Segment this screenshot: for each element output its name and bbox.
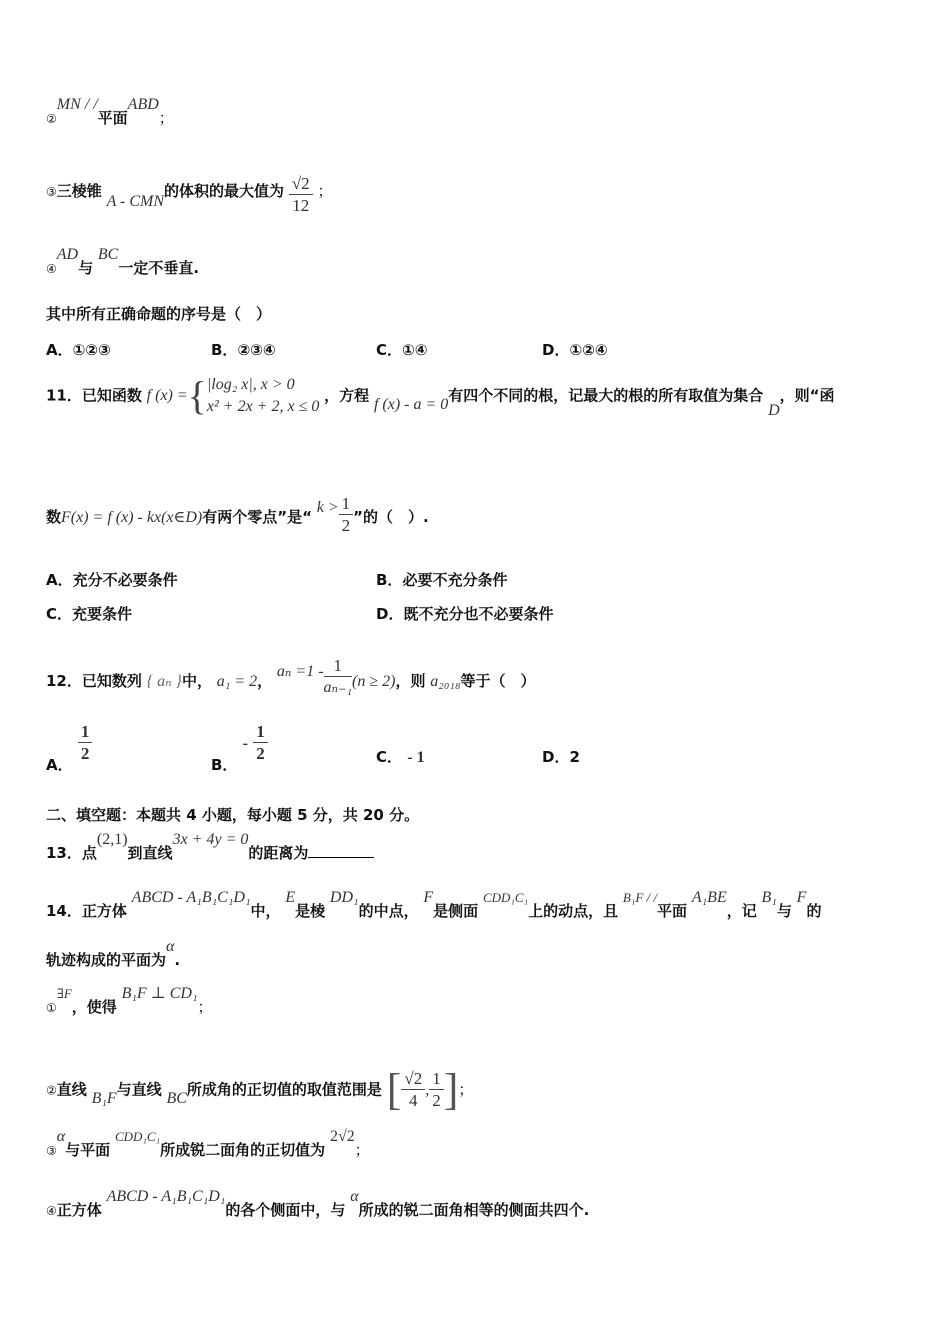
text: 正方体 — [81, 902, 127, 920]
math-expr: (n ≥ 2) — [352, 673, 396, 690]
text: 与平面 — [65, 1141, 111, 1159]
item-number: ③ — [46, 185, 57, 199]
fraction: $\frac{1}{2}$ — [78, 722, 93, 765]
text: 直线 — [56, 1080, 87, 1099]
question-number: 14． — [46, 902, 82, 920]
item-number: ④ — [46, 1204, 57, 1218]
text: 的中点， — [358, 902, 419, 920]
math-expr: AD — [56, 246, 79, 263]
math-expr: MN / / — [56, 96, 98, 113]
q14-item-4 — [46, 1188, 590, 1221]
text: 所成角的正切值的取值范围是 — [186, 1080, 382, 1099]
text: 是侧面 — [433, 902, 479, 920]
q11-line-2 — [46, 496, 429, 539]
item-number: ④ — [46, 262, 57, 276]
text: ，则 — [395, 672, 426, 690]
text: 的各个侧面中，与 — [225, 1201, 346, 1219]
q14-item-3 — [46, 1128, 370, 1161]
answer-blank[interactable] — [308, 843, 374, 858]
fraction: $\frac{1}{2}$ — [339, 494, 354, 537]
text: 与 — [78, 259, 94, 277]
text: 的 — [806, 902, 822, 920]
text: 等于（ ） — [460, 672, 536, 690]
text: ； — [158, 109, 174, 127]
right-bracket: ] — [443, 1065, 459, 1114]
q14-line-1 — [46, 889, 822, 922]
option-c: C． - 1 — [376, 748, 425, 766]
q14-item-1 — [46, 985, 213, 1018]
q10-item-2 — [46, 96, 174, 129]
math-expr: ABCD - A₁B₁C₁D₁ — [106, 1188, 226, 1205]
text: 的距离为 — [248, 844, 309, 862]
item-number: ① — [46, 1001, 57, 1015]
math-expr: ABD — [127, 96, 159, 113]
text: 已知函数 — [81, 386, 142, 405]
text: 已知数列 — [81, 672, 142, 690]
question-number: 11． — [46, 386, 82, 405]
question-number: 13． — [46, 844, 82, 862]
math-expr: B₁F / / — [622, 890, 658, 905]
text: ，记 — [726, 902, 757, 920]
q10-stem: 其中所有正确命题的序号是（ ） — [46, 305, 272, 323]
option-b: B．必要不充分条件 — [376, 571, 508, 589]
math-expr: BC — [166, 1089, 187, 1107]
text: 正方体 — [56, 1201, 102, 1219]
fraction: $\frac{√2}{12}$ — [289, 174, 313, 217]
math-expr: 3x + 4y = 0 — [172, 831, 249, 848]
math-expr: E — [285, 889, 296, 906]
text: ； — [197, 998, 213, 1016]
text: 一定不垂直. — [118, 259, 200, 277]
section-heading: 二、填空题：本题共 4 小题，每小题 5 分，共 20 分。 — [46, 806, 420, 824]
q14-item-2: ②直线 B₁F与直线 BC所成角的正切值的取值范围是 [ $\frac{√2}{4}$ , $\frac{1}{2}$ ]； — [46, 1065, 474, 1114]
option-d: D．既不充分也不必要条件 — [376, 605, 554, 623]
item-number: ② — [46, 1083, 57, 1098]
math-expr: aₙ =1 - — [276, 663, 324, 680]
text: 有四个不同的根，记最大的根的所有取值为集合 — [448, 386, 764, 405]
math-expr: a₂₀₁₈ — [430, 673, 461, 690]
option-d: D．2 — [542, 748, 580, 766]
q13-stem — [46, 831, 374, 864]
question-number: 12． — [46, 672, 82, 690]
q10-item-4 — [46, 246, 200, 279]
left-bracket: [ — [386, 1065, 402, 1114]
math-expr: A₁BE — [691, 889, 727, 906]
text: 中， — [181, 672, 212, 690]
fraction: $\frac{1}{\text{aₙ₋₁}}$ — [323, 656, 353, 696]
math-expr: α — [56, 1128, 66, 1145]
text: 到直线 — [127, 844, 173, 862]
text: ； — [317, 182, 333, 200]
math-expr: A - CMN — [106, 193, 165, 210]
text: 是棱 — [295, 902, 326, 920]
text: 的体积的最大值为 — [164, 182, 285, 200]
option-b: B．②③④ — [211, 341, 276, 359]
math-expr: { aₙ } — [146, 673, 182, 690]
text: ； — [458, 1080, 474, 1099]
text: 所成的锐二面角相等的侧面共四个. — [358, 1201, 590, 1219]
text: ，则“函 — [779, 386, 835, 405]
text: 中， — [250, 902, 281, 920]
math-expr: (2,1) — [96, 831, 128, 848]
text: 平面 — [97, 109, 128, 127]
text: 平面 — [657, 902, 688, 920]
q10-item-3 — [46, 170, 332, 213]
text: 所成锐二面角的正切值为 — [160, 1141, 326, 1159]
math-expr: F — [423, 889, 434, 906]
fraction: $\frac{1}{2}$ — [253, 722, 268, 765]
option-c: C．充要条件 — [46, 605, 133, 623]
math-expr: CDD₁C₁ — [114, 1129, 161, 1144]
brace: { — [187, 373, 207, 418]
q14-line-2 — [46, 938, 181, 971]
math-expr: BC — [97, 246, 119, 263]
option-d: D．①②④ — [542, 341, 608, 359]
text: . — [174, 951, 181, 969]
fraction: $\frac{√2}{4}$ — [401, 1069, 425, 1112]
text: ； — [354, 1141, 370, 1159]
item-number: ② — [46, 112, 57, 126]
text: ，方程 — [324, 386, 370, 405]
text: 与 — [776, 902, 792, 920]
math-expr: α — [166, 938, 175, 955]
math-expr: f (x) = — [146, 387, 188, 404]
math-expr: D — [768, 401, 780, 419]
math-expr: a₁ = 2 — [216, 673, 258, 690]
math-expr: ∃F — [56, 986, 72, 1001]
math-expr: f (x) - a = 0 — [373, 395, 449, 413]
math-expr: B₁F — [91, 1089, 117, 1107]
q12-stem — [46, 656, 536, 703]
math-expr: DD₁ — [329, 889, 359, 906]
math-expr: k > — [316, 499, 339, 516]
text: ，使得 — [71, 998, 117, 1016]
math-expr: F — [796, 889, 807, 906]
text: 上的动点，且 — [528, 902, 619, 920]
text: ， — [257, 672, 273, 690]
math-expr: B₁F ⊥ CD₁ — [121, 985, 198, 1002]
option-a: A． $\frac{1}{2}$ — [46, 722, 92, 765]
option-a: A．①②③ — [46, 341, 111, 359]
math-expr: F(x) = f (x) - kx(x∈D) — [61, 509, 203, 526]
option-c: C．①④ — [376, 341, 428, 359]
text: 三棱锥 — [56, 182, 102, 200]
option-a: A．充分不必要条件 — [46, 571, 178, 589]
text: 轨迹构成的平面为 — [46, 951, 167, 969]
piecewise-cases: |log₂ x|, x > 0 x² + 2x + 2, x ≤ 0 — [206, 376, 320, 415]
math-expr: 2√2 — [329, 1128, 355, 1145]
text: 数 — [46, 508, 62, 526]
text: ”的（ ）. — [353, 508, 429, 526]
fraction: $\frac{1}{2}$ — [429, 1069, 444, 1112]
text: 点 — [81, 844, 97, 862]
math-expr: CDD₁C₁ — [482, 890, 529, 905]
math-expr: B₁ — [761, 889, 777, 906]
q11-line-1 — [46, 374, 834, 418]
text: 与直线 — [116, 1080, 162, 1099]
text: 有两个零点”是“ — [202, 508, 312, 526]
math-expr: ABCD - A₁B₁C₁D₁ — [131, 889, 251, 906]
item-number: ③ — [46, 1144, 57, 1158]
math-expr: α — [350, 1188, 359, 1205]
option-b: B． - $\frac{1}{2}$ — [211, 722, 268, 765]
